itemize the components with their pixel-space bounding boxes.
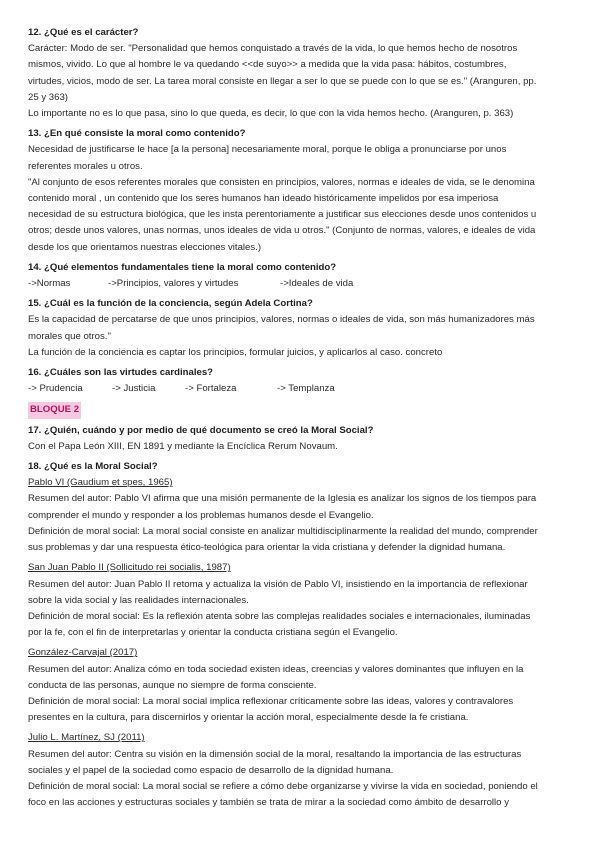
author-line: foco en las acciones y estructuras sociales y también se trata de mirar a la sociedad como ámbito de desarrollo y [28,797,509,809]
author-line: Resumen del autor: Pablo VI afirma que una misión permanente de la Iglesia es analizar los signos de los tiempos para [28,493,537,505]
question-13-line: contenido moral , un contenido que los seres humanos han ideado históricamente impelidos por esa imperiosa [28,193,499,205]
question-16-items [28,381,572,397]
question-16-title: 16. ¿Cuáles son las virtudes cardinales? [28,367,214,379]
question-12-line: virtudes, vicios, modo de ser. La tarea moral consiste en llegar a ser lo que se puede con lo que se es." (Aranguren, pp. [28,75,537,87]
question-12-line: 25 y 363) [28,91,69,103]
question-14-items [28,276,572,292]
author-line: presentes en la cultura, para discernirlos y orientar la acción moral, especialmente desde la fe cristiana. [28,712,469,724]
author-line: Resumen del autor: Analiza cómo en toda sociedad existen ideas, creencias y valores dominantes que influyen en la [28,663,524,675]
author-line: Resumen del autor: Centra su visión en la dimensión social de la moral, resaltando la importancia de las estructuras [28,748,522,760]
question-15-line: La función de la conciencia es captar los principios, formular juicios, y aplicarlos al caso. concreto [28,346,443,358]
question-13-line: referentes morales u otros. [28,160,143,172]
author-heading: González-Carvajal (2017) [28,647,138,659]
question-15-line: Es la capacidad de percatarse de que unos principios, valores, normas o ideales de vida, son más humanizadores más [28,314,535,326]
question-12-line: Lo importante no es lo que pasa, sino lo que queda, es decir, lo que con la vida hemos hecho. (Aranguren, p. 363) [28,108,514,120]
list-item: -> Fortaleza [185,383,237,395]
section-heading-bloque: BLOQUE 2 [28,402,81,418]
author-line: Definición de moral social: La moral social consiste en analizar multidisciplinarmente la realidad del mundo, comprender [28,525,538,537]
author-line: sociales y el papel de la sociedad como espacio de desarrollo de la dignidad humana. [28,764,394,776]
list-item: ->Principios, valores y virtudes [108,278,239,290]
list-item: -> Templanza [277,383,335,395]
question-13-line: necesidad de su estructura biológica, que les insta perentoriamente a justificar sus elecciones desde unos contenidos u [28,209,537,221]
author-line: Resumen del autor: Juan Pablo II retoma y actualiza la visión de Pablo VI, insistiendo en la importancia de reflexionar [28,578,528,590]
question-17-line: Con el Papa León XIII, EN 1891 y mediante la Encíclica Rerum Novaum. [28,440,338,452]
list-item: -> Prudencia [28,383,83,395]
author-line: por la fe, con el fin de interpretarlas y orientar la conducta cristiana según el Evangelio. [28,627,398,639]
author-line: Definición de moral social: La moral social se refiere a cómo debe organizarse y vivirse la vida en sociedad, poniendo el [28,780,538,792]
question-18-title: 18. ¿Qué es la Moral Social? [28,461,158,473]
question-13-line: Necesidad de justificarse le hace [a la persona] necesariamente moral, porque le obliga a pronunciarse por unos [28,144,507,156]
author-heading: San Juan Pablo II (Sollicitudo rei socialis, 1987) [28,562,231,574]
question-14-title: 14. ¿Qué elementos fundamentales tiene la moral como contenido? [28,261,337,273]
question-12-title: 12. ¿Qué es el carácter? [28,27,139,38]
author-line: sobre la vida social y las realidades internacionales. [28,594,249,606]
list-item: -> Justicia [112,383,156,395]
question-17-title: 17. ¿Quién, cuándo y por medio de qué documento se creó la Moral Social? [28,424,374,436]
question-13-line: desde los que orientamos nuestras elecciones vitales.) [28,241,262,253]
question-15-title: 15. ¿Cuál es la función de la conciencia, según Adela Cortina? [28,298,313,310]
question-13-line: "Al conjunto de esos referentes morales que consisten en principios, valores, normas e ideales de vida, se le denomina [28,176,535,188]
author-line: comprender el mundo y responder a los problemas humanos desde el Evangelio. [28,509,374,521]
author-heading: Pablo VI (Gaudium et spes, 1965) [28,477,173,489]
question-15-line: morales que otros." [28,330,111,342]
author-line: Definición de moral social: Es la reflexión atenta sobre las complejas realidades sociales e internacionales, iluminadas [28,610,531,622]
question-12-line: Carácter: Modo de ser. "Personalidad que hemos conquistado a través de la vida, lo que hemos hecho de nosotros [28,43,518,55]
author-line: sus problemas y dar una respuesta ético-teológica para orientar la vida cristiana y defender la dignidad humana. [28,542,506,554]
list-item: ->Normas [28,278,71,290]
question-12-line: mismos, vivido. Lo que al hombre le va quedando <<de suyo>> a medida que la vida pasa: hábitos, costumbres, [28,59,507,71]
question-13-title: 13. ¿En qué consiste la moral como contenido? [28,128,246,140]
list-item: ->Ideales de vida [280,278,354,290]
author-line: Definición de moral social: La moral social implica reflexionar críticamente sobre las ideas, valores y contravalores [28,695,514,707]
author-line: conducta de las personas, aunque no siempre de forma consciente. [28,679,317,691]
author-heading: Julio L. Martínez, SJ (2011) [28,732,145,744]
question-13-line: otros; desde unos valores, unas normas, unos ideales de vida u otros." (Conjunto de normas, valores, e ideales de vida [28,225,536,237]
